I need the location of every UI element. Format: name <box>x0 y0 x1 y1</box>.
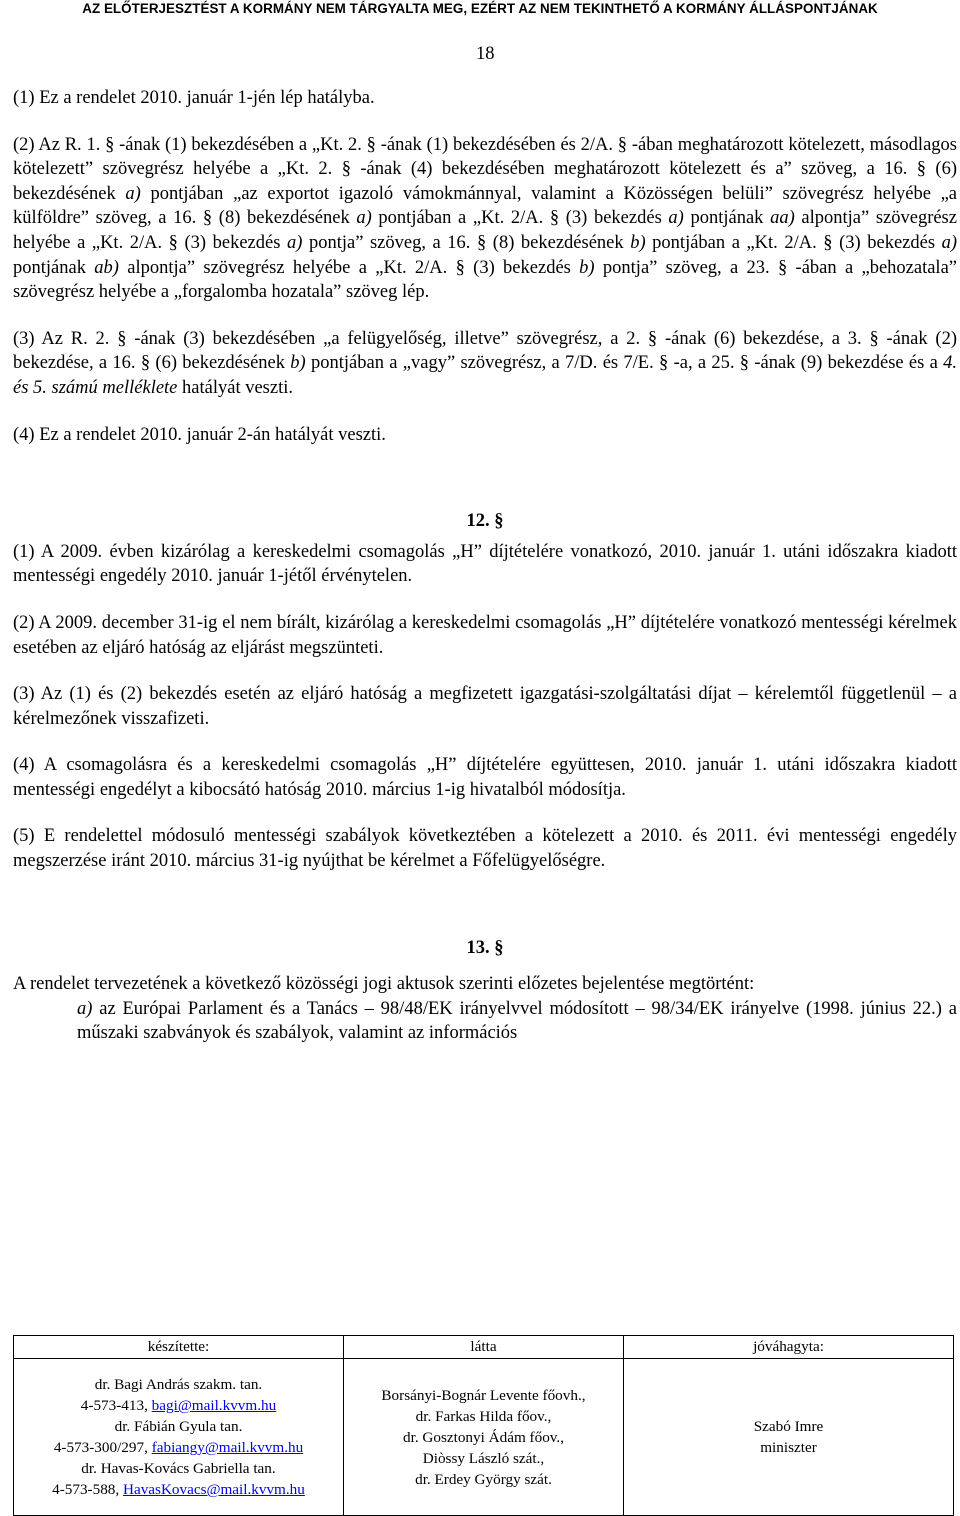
preparer-3-email-link[interactable]: HavasKovacs@mail.kvvm.hu <box>123 1481 305 1498</box>
approver-name: Szabó Imre <box>753 1418 824 1435</box>
paragraph-12-1: (1) A 2009. évben kizárólag a kereskedelmi csomagolás „H” díjtételére vonatkozó, 2010. január 1. utáni időszakra kiadott mentességi engedély 2010. január 1-jétől érvénytelen. <box>13 541 957 587</box>
reviewer-1: Borsányi-Bognár Levente főovh., <box>381 1386 586 1404</box>
signature-table <box>13 1335 954 1516</box>
paragraph-13-2: a) az Európai Parlament és a Tanács – 98/48/EK irányelvvel módosított – 98/34/EK irányelve (1998. június 22.) a műszaki szabványok és szabályok, valamint az információs <box>77 998 957 1044</box>
section-13-heading: 13. § <box>466 937 504 958</box>
paragraph-11-1: (1) Ez a rendelet 2010. január 1-jén lép hatályba. <box>13 88 375 108</box>
preparer-1-email-link[interactable]: bagi@mail.kvvm.hu <box>151 1397 277 1414</box>
approved-by-cell <box>624 1359 954 1516</box>
reviewer-4: Diòssy László szát., <box>422 1449 545 1467</box>
document-body <box>13 86 957 1046</box>
paragraph-11-2: (2) Az R. 1. § -ának (1) bekezdésében a „Kt. 2. § -ának (1) bekezdésében és 2/A. § -ában meghatározott kötelezett, másodlagos kötelezett” szövegrész helyébe a „Kt. 2. § -ának (4) bekezdésében meghatározott kötelezett és a” szöveg, a 16. § (6) bekezdésének a) pontjában „az exportot igazoló vámokmánnyal, valamint a Közösségen belüli” szövegrész helyébe „a külföldre” szöveg, a 16. § (8) bekezdésének a) pontjában a „Kt. 2/A. § (3) bekezdés a) pontjának aa) alpontja” szövegrész helyébe a „Kt. 2/A. § (3) bekezdés a) pontja” szöveg, a 16. § (8) bekezdésének b) pontjában a „Kt. 2/A. § (3) bekezdés a) pontjának ab) alpontja” szövegrész helyébe a „Kt. 2/A. § (3) bekezdés b) pontja” szöveg, a 23. § -ában a „behozatala” szövegrész helyébe a „forgalomba hozatala” szöveg lép. <box>13 134 958 303</box>
paragraph-12-4: (4) A csomagolásra és a kereskedelmi csomagolás „H” díjtételére együttesen, 2010. január 1. utáni időszakra kiadott mentességi engedélyt a kibocsátó hatóság 2010. március 1-ig hivatalból módosítja. <box>13 755 957 800</box>
reviewer-2: dr. Farkas Hilda főov., <box>415 1407 552 1425</box>
prepared-by-cell <box>14 1359 344 1516</box>
preparer-1-contact: 4-573-413, bagi@mail.kvvm.hu <box>80 1397 277 1414</box>
preparer-3-contact: 4-573-588, HavasKovacs@mail.kvvm.hu <box>52 1481 305 1498</box>
paragraph-12-5: (5) E rendelettel módosuló mentességi szabályok következtében a kötelezett a 2010. és 2011. évi mentességi engedély megszerzése iránt 2010. március 31-ig nyújthat be kérelmet a Főfelügyelőségre. <box>13 826 957 872</box>
seen-by-header: látta <box>344 1336 624 1359</box>
preparer-2-contact: 4-573-300/297, fabiangy@mail.kvvm.hu <box>53 1439 304 1456</box>
preparer-1-name: dr. Bagi András szakm. tan. <box>94 1376 263 1393</box>
approved-by-header: jóváhagyta: <box>624 1336 954 1359</box>
paragraph-11-3: (3) Az R. 2. § -ának (3) bekezdésében „a felügyelőség, illetve” szövegrész, a 2. § -ának (6) bekezdése, a 3. § -ának (2) bekezdése, a 16. § (6) bekezdésének b) pontjában a „vagy” szövegrész, a 7/D. és 7/E. § -a, a 25. § -ának (9) bekezdése és a 4. és 5. számú melléklete hatályát veszti. <box>13 328 957 398</box>
preparer-3-name: dr. Havas-Kovács Gabriella tan. <box>81 1460 276 1477</box>
prepared-by-header: készítette: <box>14 1336 344 1359</box>
seen-by-cell <box>344 1359 624 1516</box>
page-number: 18 <box>476 44 495 64</box>
paragraph-12-3: (3) Az (1) és (2) bekezdés esetén az eljáró hatóság a megfizetett igazgatási-szolgáltatási díjat – kérelemtől függetlenül – a kérelmezőnek visszafizeti. <box>13 684 957 729</box>
reviewer-5: dr. Erdey György szát. <box>415 1470 552 1488</box>
approver-title: miniszter <box>760 1439 817 1456</box>
paragraph-11-4: (4) Ez a rendelet 2010. január 2-án hatályát veszti. <box>13 424 386 445</box>
confidentiality-banner: AZ ELŐTERJESZTÉST A KORMÁNY NEM TÁRGYALTA MEG, EZÉRT AZ NEM TEKINTHETŐ A KORMÁNY ÁLLÁSPONTJÁNAK <box>82 1 878 16</box>
paragraph-13-1: A rendelet tervezetének a következő közösségi jogi aktusok szerinti előzetes bejelentése megtörtént: <box>13 974 755 995</box>
section-12-heading: 12. § <box>466 511 504 532</box>
preparer-2-name: dr. Fábián Gyula tan. <box>114 1418 243 1435</box>
preparer-2-email-link[interactable]: fabiangy@mail.kvvm.hu <box>151 1439 304 1456</box>
reviewer-3: dr. Gosztonyi Ádám főov., <box>403 1428 564 1446</box>
paragraph-12-2: (2) A 2009. december 31-ig el nem bírált, kizárólag a kereskedelmi csomagolás „H” díjtételére vonatkozó mentességi kérelmek esetében az eljáró hatóság az eljárást megszünteti. <box>13 612 957 658</box>
